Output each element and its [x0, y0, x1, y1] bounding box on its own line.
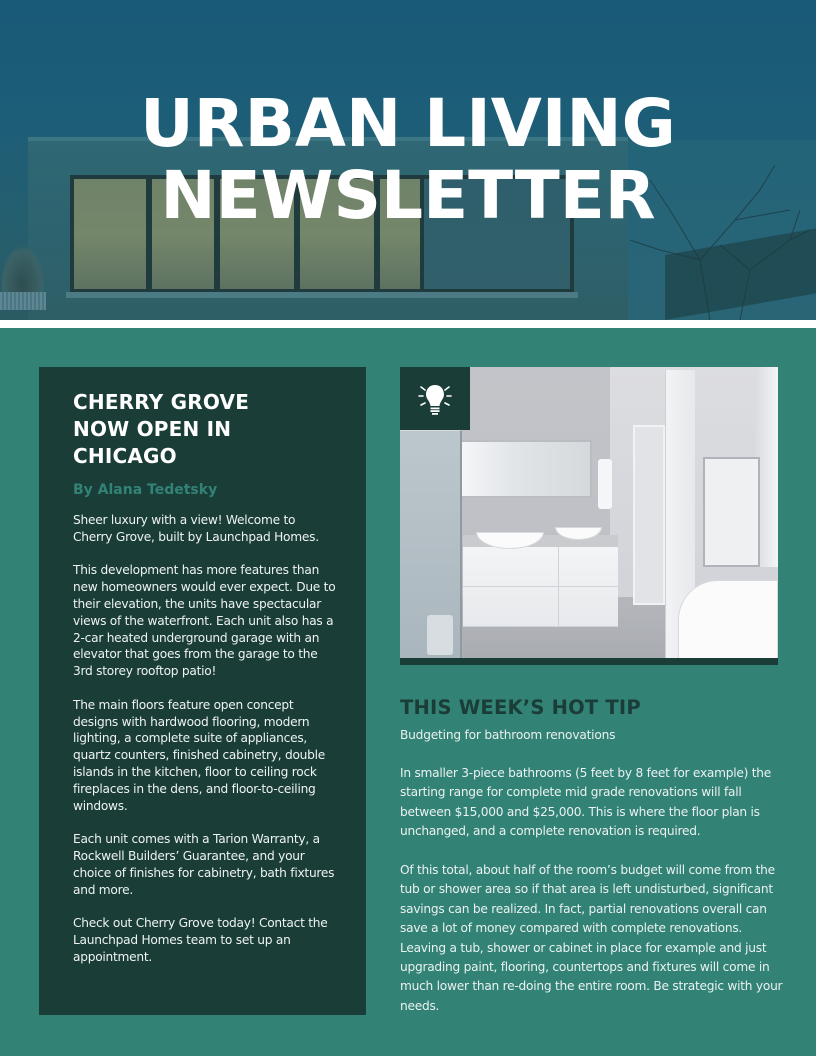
- feature-article-body: [73, 512, 338, 966]
- feature-article-title: CHERRY GROVE NOW OPEN IN CHICAGO: [73, 390, 250, 468]
- header-image-roof: [0, 292, 46, 310]
- hot-tip-subtitle: Budgeting for bathroom renovations: [400, 728, 616, 742]
- hot-tip-title: THIS WEEK’S HOT TIP: [400, 696, 641, 719]
- photo-vanity: [463, 547, 618, 627]
- photo-bathtub: [678, 580, 778, 658]
- photo-towel-rack: [703, 457, 760, 567]
- photo-door-frame: [633, 425, 665, 605]
- header-image-trees: [0, 245, 45, 295]
- photo-vanity-divider: [558, 547, 559, 627]
- newsletter-title: [0, 85, 816, 234]
- hot-tip-paragraph: In smaller 3-piece bathrooms (5 feet by 8 feet for example) the starting range for complete mid grade renovations will fall between $15,000 and $25,000. This is where the floor plan is unchanged, and a complete renovation is required.: [400, 766, 772, 839]
- photo-vanity-line: [463, 586, 618, 587]
- feature-paragraph: This development has more features than new homeowners would ever expect. Due to their elevation, the units have spectacular views of the waterfront. Each unit also has a 2-car heated underground garage with an elevator that goes from the garage to the 3rd storey rooftop patio!: [73, 563, 336, 679]
- hot-tip-icon-box: [400, 367, 470, 430]
- photo-towel: [598, 459, 612, 509]
- feature-article-byline: By Alana Tedetsky: [73, 482, 218, 498]
- header-divider: [0, 320, 816, 328]
- lightbulb-icon: [415, 379, 455, 419]
- feature-paragraph: The main floors feature open concept designs with hardwood flooring, modern lighting, a complete suite of appliances, quartz counters, finished cabinetry, double islands in the kitchen, floor to ceiling rock fireplaces in the dens, and floor-to-ceiling windows.: [73, 697, 326, 813]
- title-line-1: URBAN LIVING: [140, 85, 676, 162]
- feature-paragraph: Each unit comes with a Tarion Warranty, a Rockwell Builders’ Guarantee, and your choice of finishes for cabinetry, bath fixtures and more.: [73, 832, 335, 897]
- photo-bottom-bar: [400, 658, 778, 665]
- header-banner: [0, 0, 816, 320]
- hot-tip-body: [400, 764, 784, 1036]
- photo-mirror: [460, 440, 592, 498]
- feature-paragraph: Sheer luxury with a view! Welcome to Cherry Grove, built by Launchpad Homes.: [73, 513, 319, 544]
- feature-article-card: [39, 367, 366, 1015]
- feature-paragraph: Check out Cherry Grove today! Contact the Launchpad Homes team to set up an appointment.: [73, 916, 328, 964]
- title-line-2: NEWSLETTER: [160, 157, 656, 234]
- header-image-sill: [66, 292, 578, 298]
- photo-bin: [427, 615, 453, 655]
- hot-tip-paragraph: Of this total, about half of the room’s budget will come from the tub or shower area so if that area is left undisturbed, significant savings can be realized. In fact, partial renovations overall can save a lot of money compared with complete renovations. Leaving a tub, shower or cabinet in place for example and just upgrading paint, flooring, countertops and fixtures will come in much lower than re-doing the entire room. Be strategic with your needs.: [400, 863, 783, 1013]
